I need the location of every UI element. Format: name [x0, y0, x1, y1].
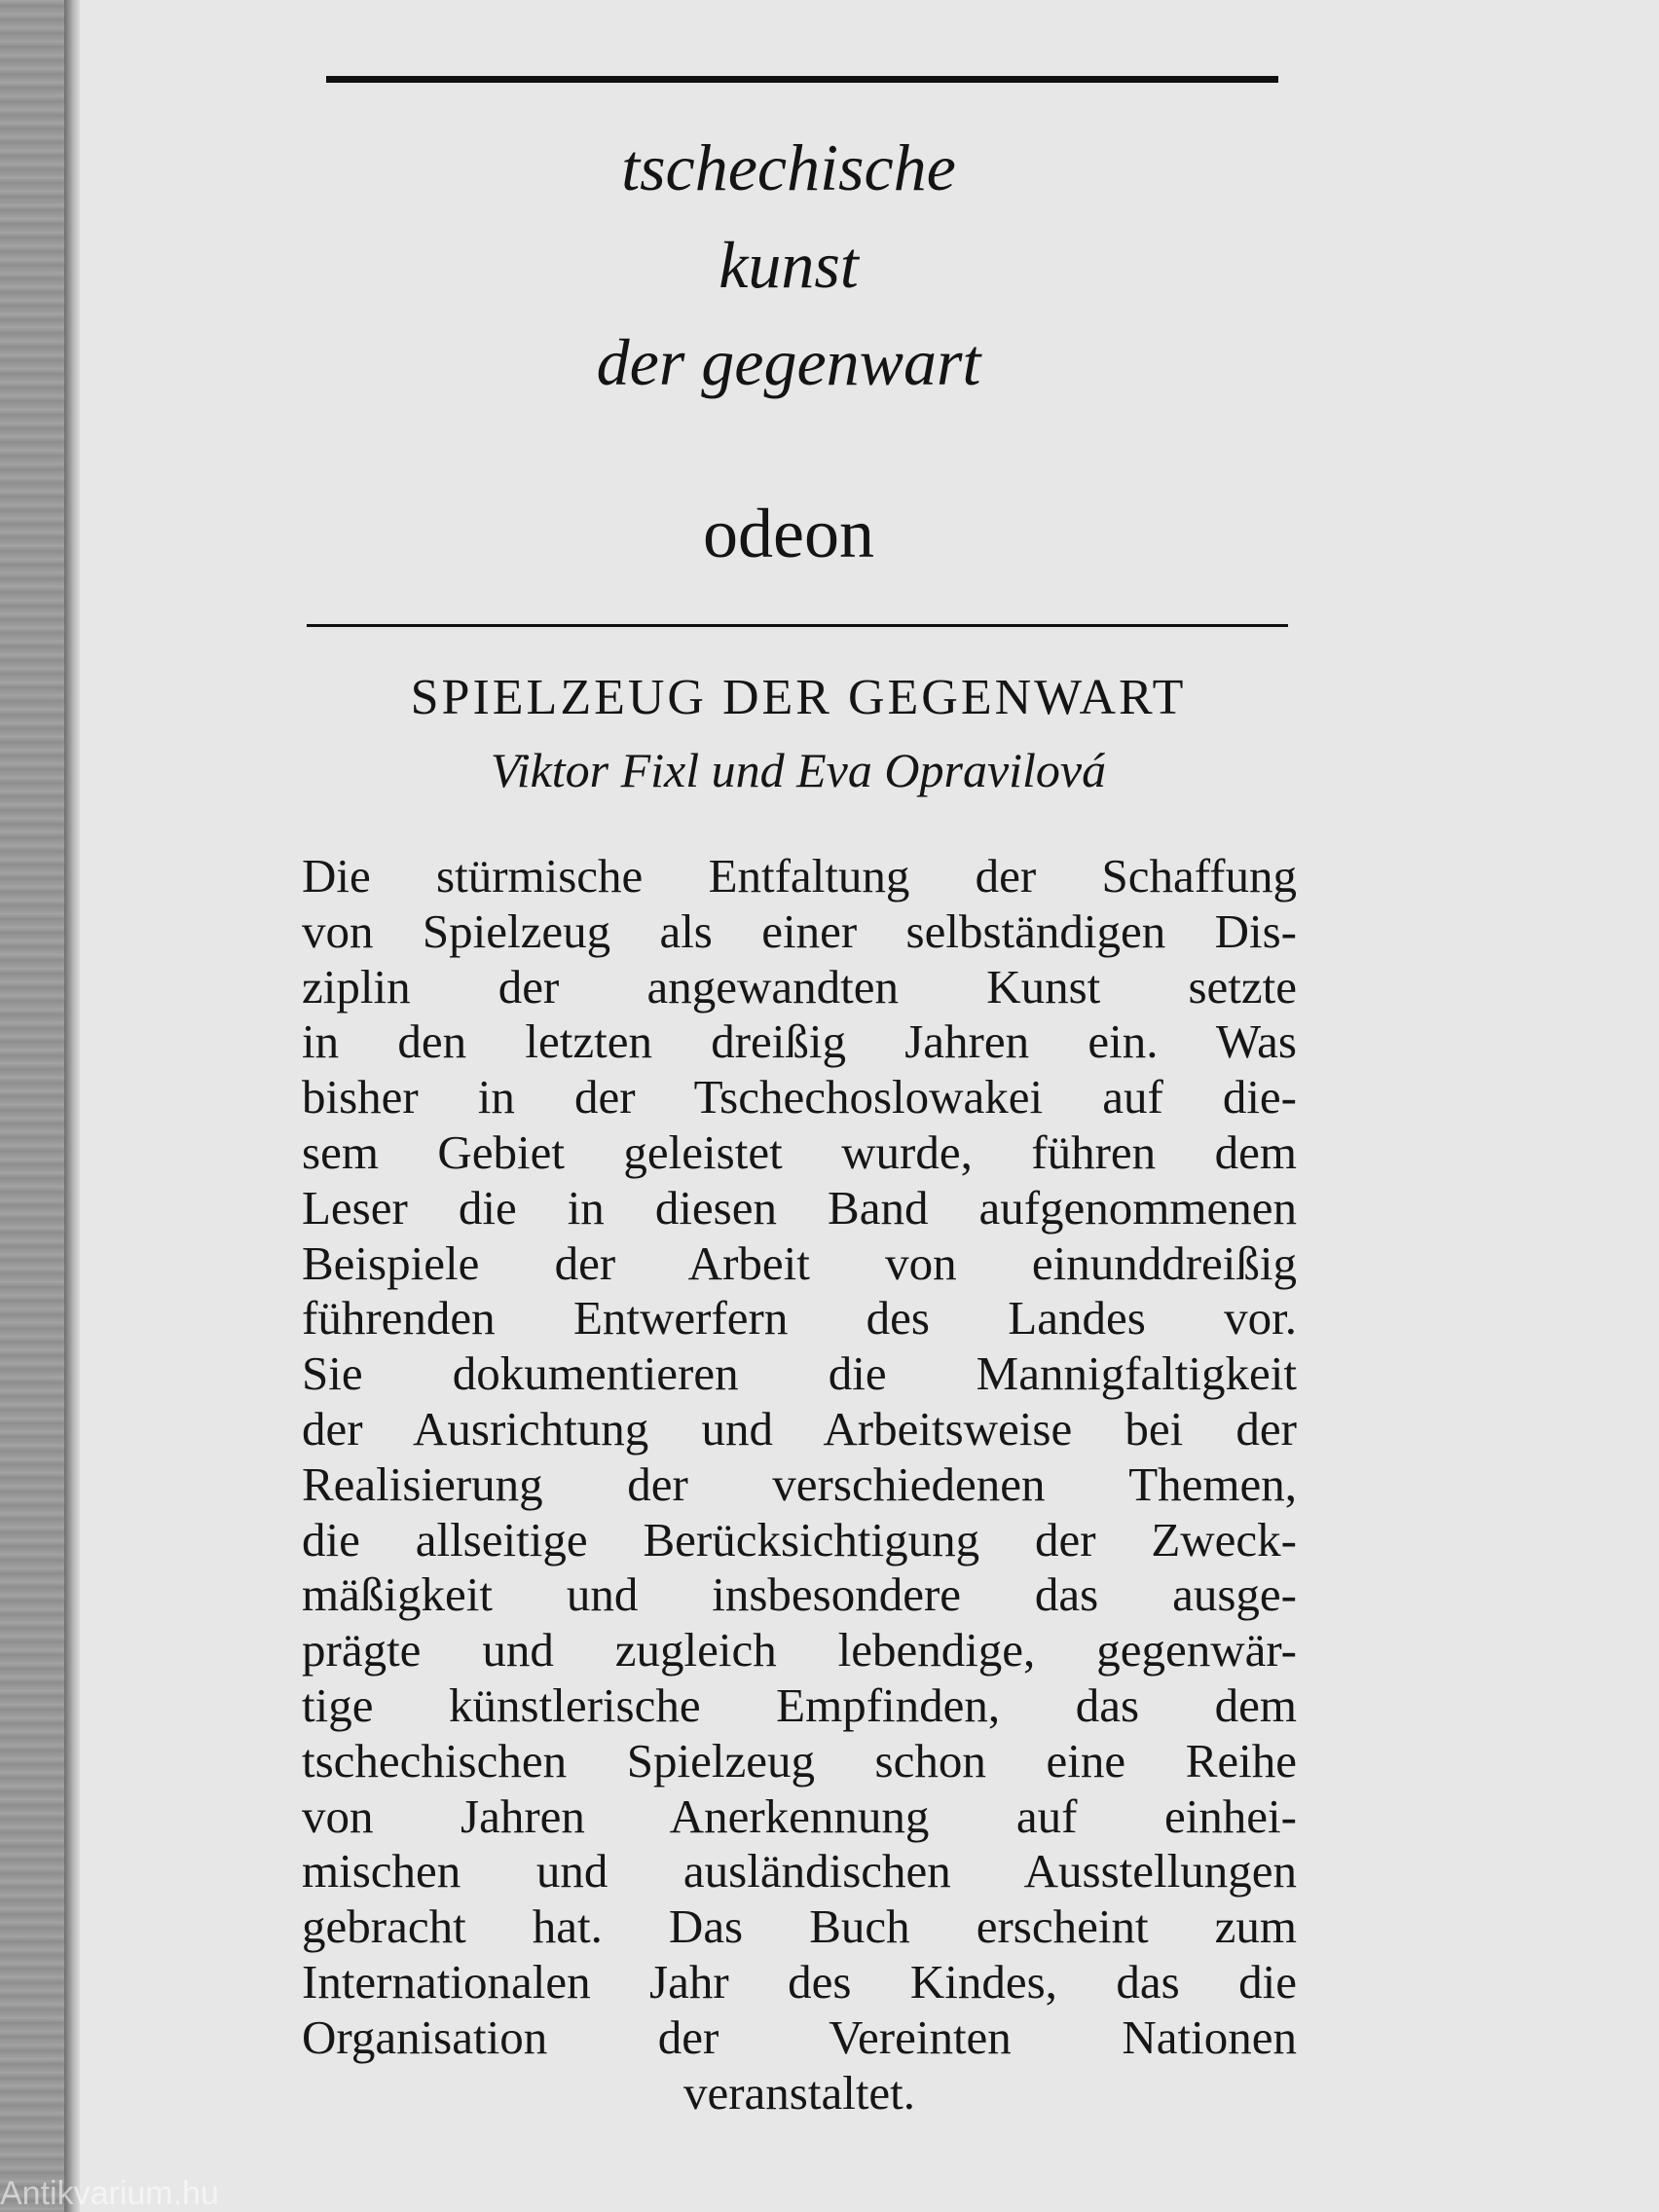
series-title	[350, 119, 1227, 411]
book-authors: Viktor Fixl und Eva Opravilová	[490, 743, 1107, 797]
series-line-1: tschechische	[621, 130, 956, 204]
blurb-line: die allseitige Berücksichtigung der Zweck-	[302, 1512, 1297, 1567]
blurb-line: veranstaltet.	[682, 2065, 916, 2120]
middle-rule	[307, 624, 1288, 627]
blurb-line: mischen und ausländischen Ausstellungen	[302, 1844, 1297, 1899]
blurb-line: Die stürmische Entfaltung der Schaffung	[302, 849, 1297, 903]
book-spine	[0, 0, 64, 2212]
blurb-line: Organisation der Vereinten Nationen	[302, 2009, 1297, 2064]
blurb-line: sem Gebiet geleistet wurde, führen dem	[302, 1124, 1297, 1179]
blurb-line: tige künstlerische Empfinden, das dem	[302, 1677, 1297, 1732]
spine-edge	[64, 0, 80, 2212]
blurb-line: prägte und zugleich lebendige, gegenwär-	[302, 1623, 1297, 1677]
blurb-line: Sie dokumentieren die Mannigfaltigkeit	[302, 1346, 1297, 1401]
blurb-line: mäßigkeit und insbesondere das ausge-	[302, 1567, 1297, 1622]
top-rule	[326, 76, 1278, 83]
series-line-2: kunst	[719, 228, 859, 302]
blurb-line: in den letzten dreißig Jahren ein. Was	[302, 1014, 1297, 1069]
blurb-line: Internationalen Jahr des Kindes, das die	[302, 1954, 1297, 2009]
blurb-line: bisher in der Tschechoslowakei auf die-	[302, 1070, 1297, 1124]
blurb-line: Beispiele der Arbeit von einunddreißig	[302, 1235, 1297, 1290]
blurb-line: ziplin der angewandten Kunst setzte	[302, 959, 1297, 1014]
blurb-line: tschechischen Spielzeug schon eine Reihe	[302, 1733, 1297, 1788]
book-title: SPIELZEUG DER GEGENWART	[410, 670, 1187, 725]
series-line-3: der gegenwart	[596, 325, 981, 399]
blurb-line: von Spielzeug als einer selbständigen Dis-	[302, 903, 1297, 958]
blurb-line: von Jahren Anerkennung auf einhei-	[302, 1788, 1297, 1843]
blurb-line: führenden Entwerfern des Landes vor.	[302, 1291, 1297, 1346]
blurb-line: der Ausrichtung und Arbeitsweise bei der	[302, 1401, 1297, 1456]
blurb-line: gebracht hat. Das Buch erscheint zum	[302, 1899, 1297, 1954]
publisher-name: odeon	[703, 495, 874, 572]
blurb-line: Realisierung der verschiedenen Themen,	[302, 1456, 1297, 1511]
blurb-line: Leser die in diesen Band aufgenommenen	[302, 1180, 1297, 1235]
blurb-text	[302, 849, 1297, 2120]
watermark: Antikvarium.hu	[0, 2175, 219, 2212]
